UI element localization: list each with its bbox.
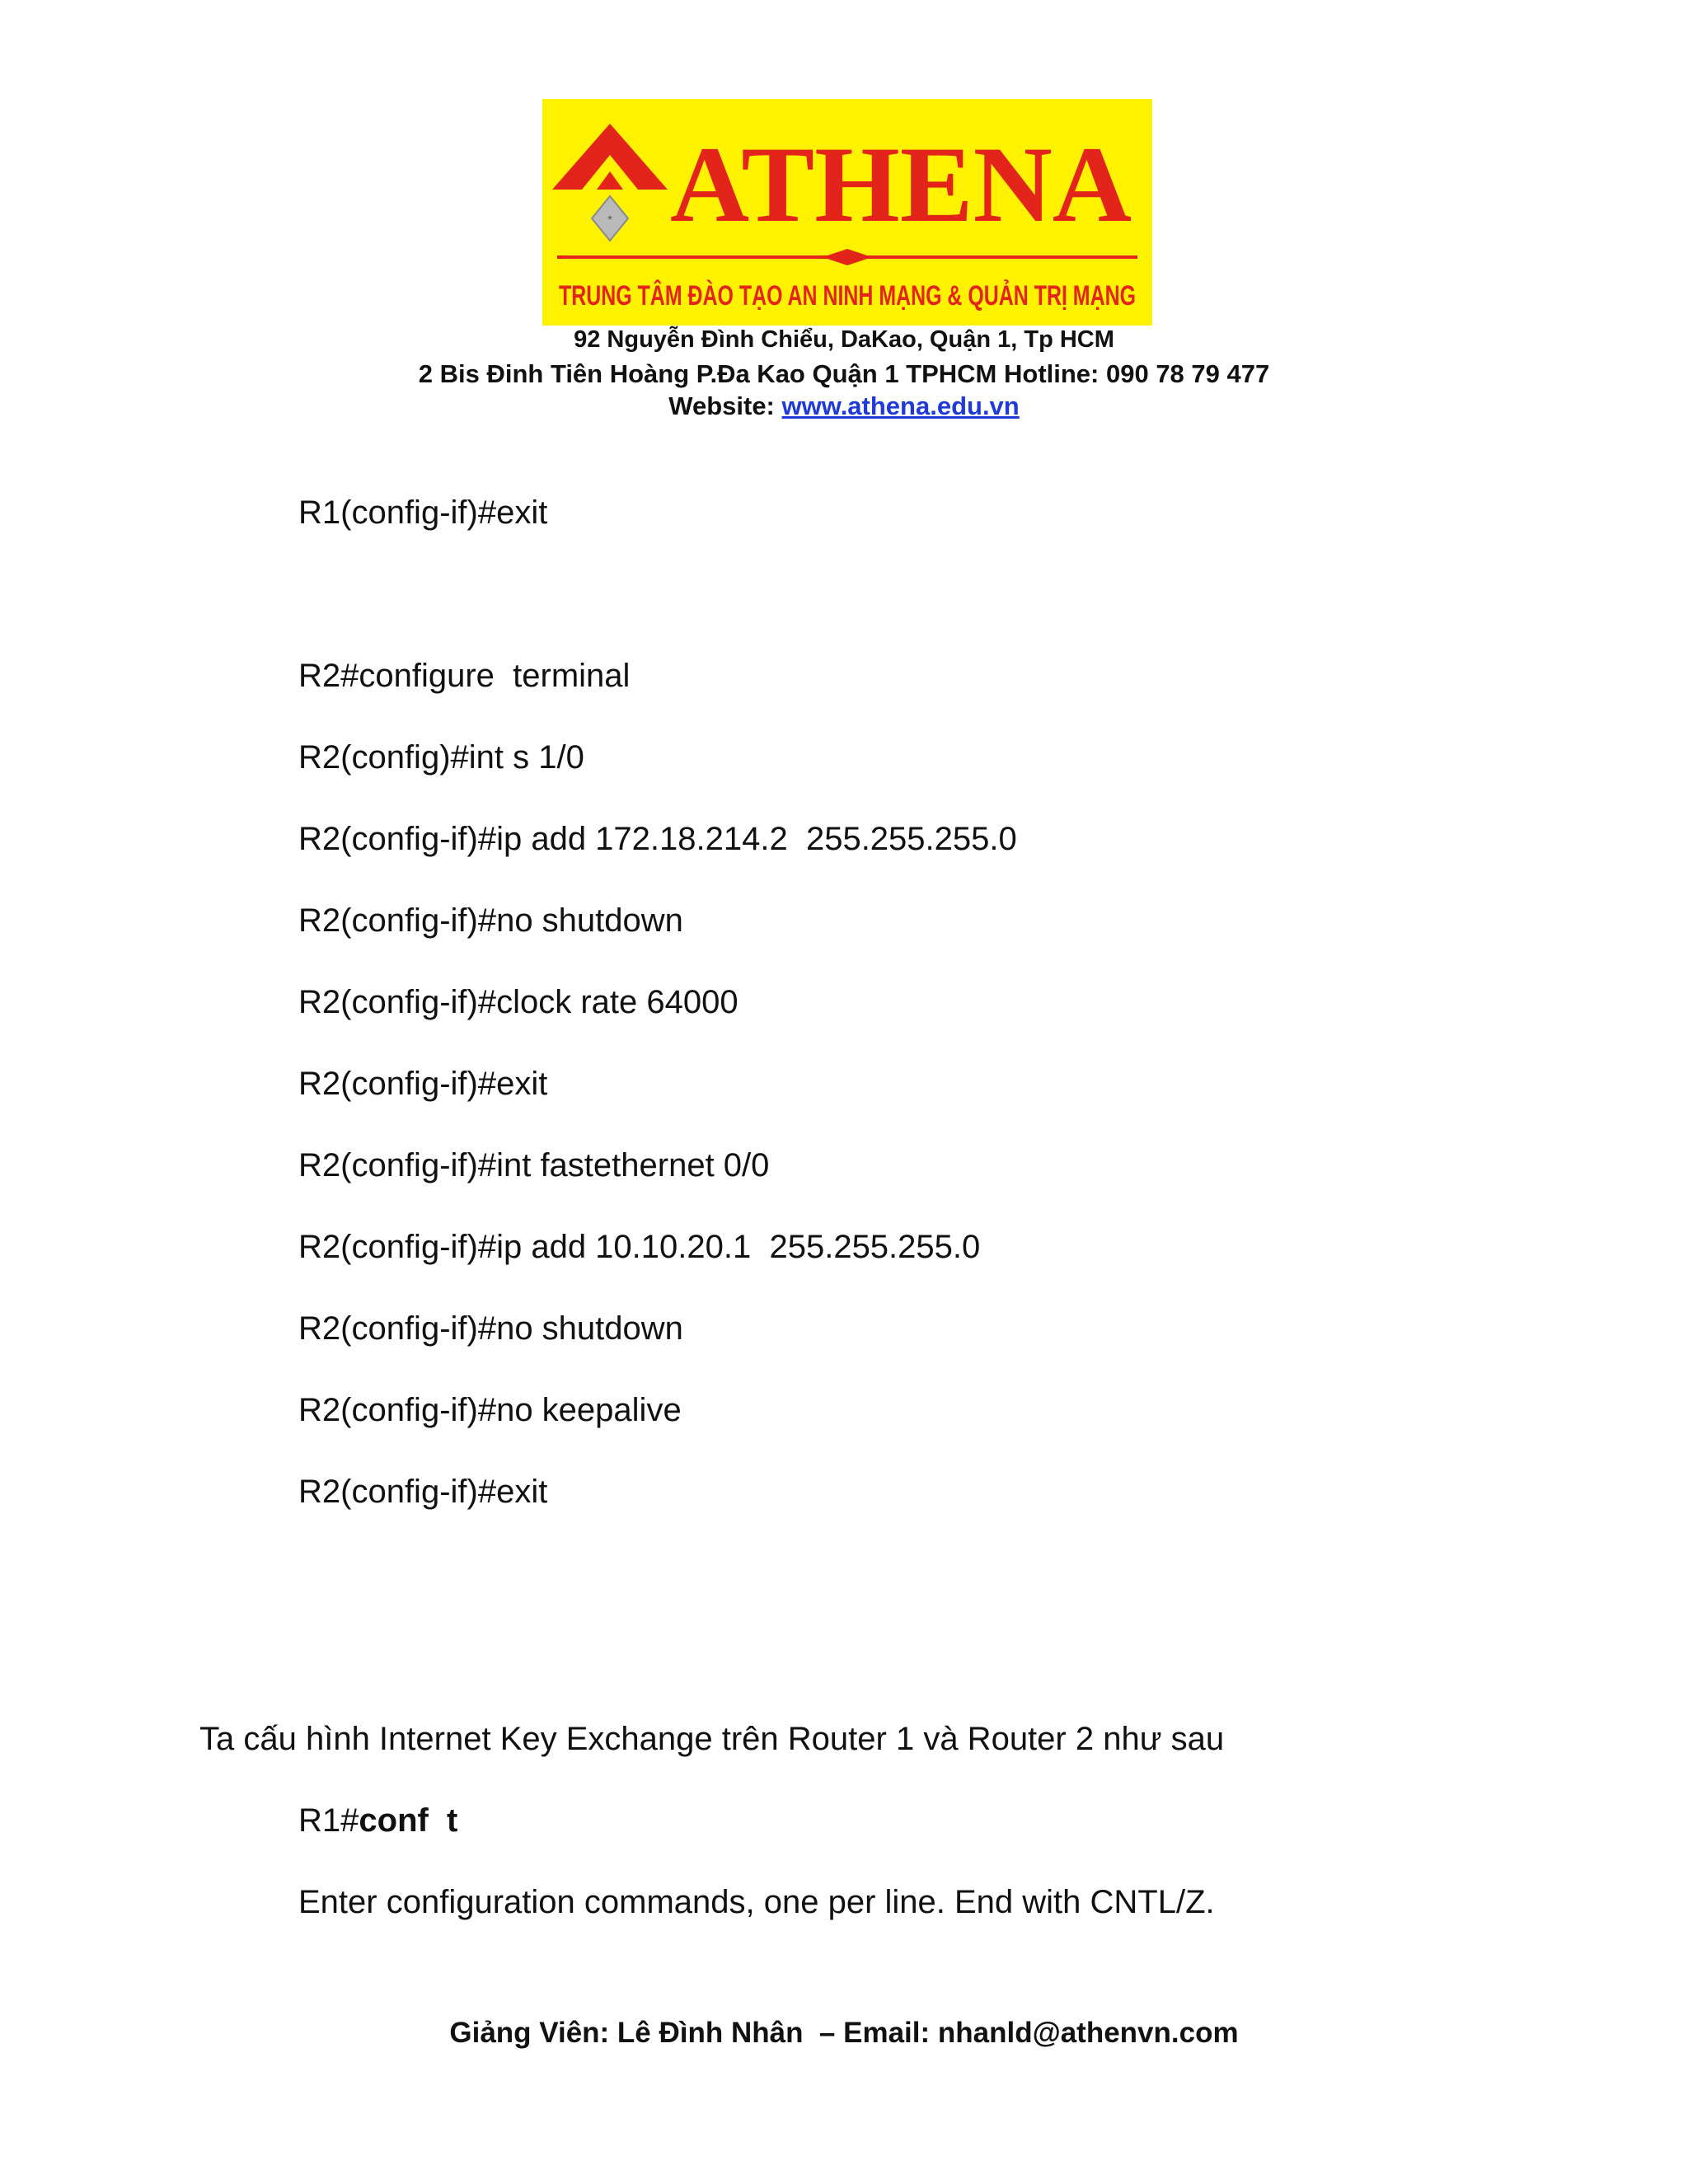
header-address: 92 Nguyễn Đình Chiểu, DaKao, Quận 1, Tp HCM xyxy=(574,326,1114,353)
conf-prompt: R1# xyxy=(298,1802,359,1839)
command-line: R2(config-if)#no shutdown xyxy=(298,1310,683,1347)
athena-logo-graphic xyxy=(542,99,1152,326)
command-line: R2(config-if)#ip add 172.18.214.2 255.255.255.0 xyxy=(298,821,1017,857)
command-line: R2(config)#int s 1/0 xyxy=(298,739,584,776)
command-line: R2(config-if)#clock rate 64000 xyxy=(298,984,738,1020)
logo-brand-text: ATHENA xyxy=(670,124,1132,245)
athena-logo xyxy=(542,99,1152,326)
conf-t-line xyxy=(298,1801,457,1840)
command-line: R2#configure terminal xyxy=(298,658,631,694)
enter-config-text: Enter configuration commands, one per line. End with CNTL/Z. xyxy=(298,1884,1215,1920)
command-line: R2(config-if)#exit xyxy=(298,1474,548,1510)
website-label: Website: xyxy=(668,391,782,420)
ike-intro-text: Ta cấu hình Internet Key Exchange trên Router 1 và Router 2 như sau xyxy=(199,1721,1225,1757)
command-line: R2(config-if)#int fastethernet 0/0 xyxy=(298,1147,770,1183)
command-line: R2(config-if)#no keepalive xyxy=(298,1392,682,1428)
command-line: R2(config-if)#ip add 10.10.20.1 255.255.255.0 xyxy=(298,1229,981,1265)
svg-text:*: * xyxy=(607,213,612,226)
command-line: R1(config-if)#exit xyxy=(298,494,548,531)
command-line: R2(config-if)#exit xyxy=(298,1066,548,1102)
conf-command: conf t xyxy=(359,1802,458,1839)
logo-emblem-icon xyxy=(552,124,668,241)
logo-tagline: TRUNG TÂM ĐÀO TẠO AN NINH MẠNG & QUẢN TRỊ MẠNG xyxy=(559,280,1136,312)
header-website xyxy=(0,391,1688,421)
website-link[interactable]: www.athena.edu.vn xyxy=(781,391,1020,420)
logo-divider xyxy=(557,249,1137,265)
footer-instructor: Giảng Viên: Lê Đình Nhân – Email: nhanld@athenvn.com xyxy=(449,2017,1239,2049)
command-line: R2(config-if)#no shutdown xyxy=(298,902,683,939)
header-contact: 2 Bis Đinh Tiên Hoàng P.Đa Kao Quận 1 TPHCM Hotline: 090 78 79 477 xyxy=(418,359,1270,388)
